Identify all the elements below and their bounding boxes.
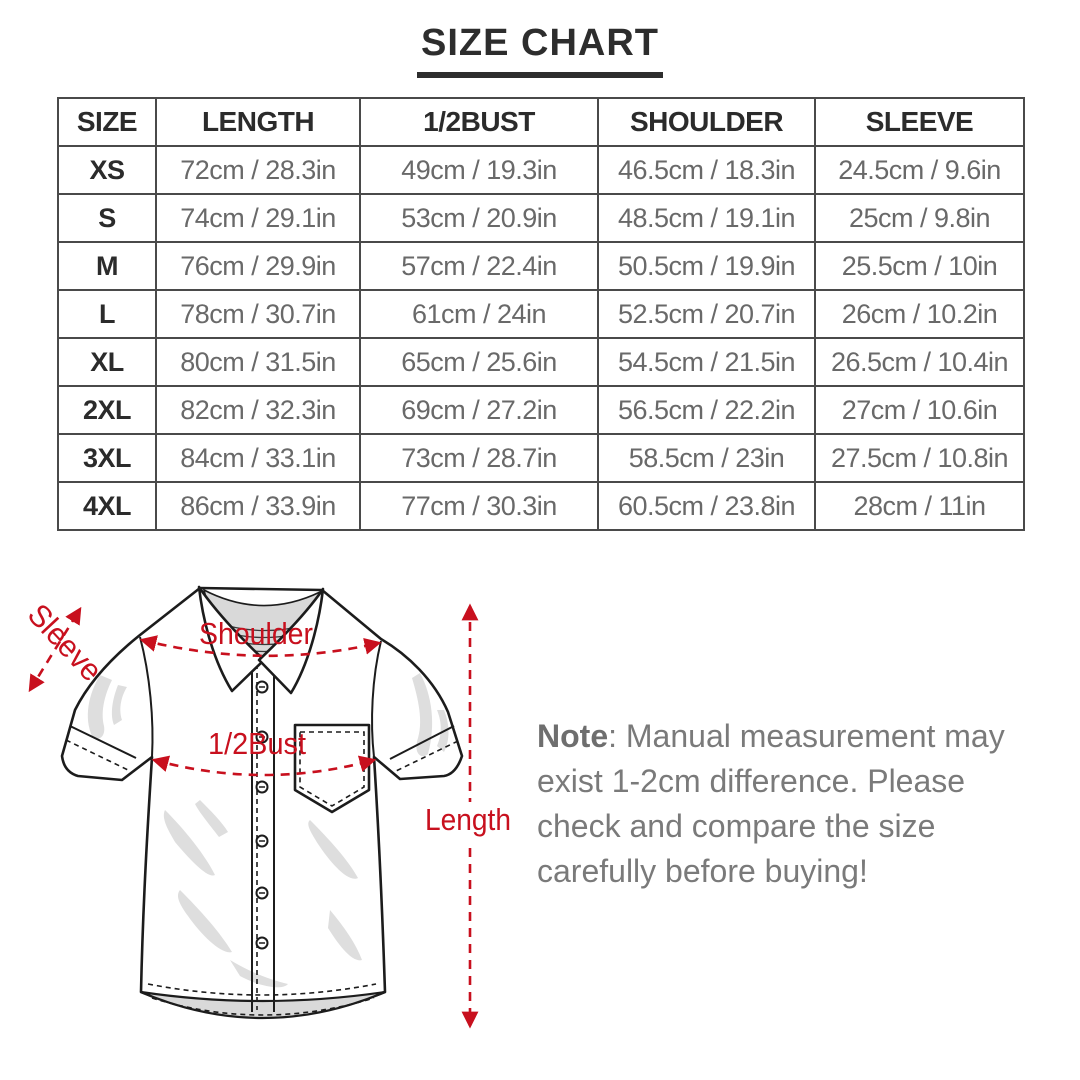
size-label: XL (58, 338, 156, 386)
button (257, 782, 268, 793)
sleeve-value: 26cm / 10.2in (815, 290, 1024, 338)
note-line: exist 1-2cm difference. Please (537, 763, 966, 799)
table-row (58, 290, 1024, 338)
bust-value: 57cm / 22.4in (360, 242, 598, 290)
length-value: 84cm / 33.1in (156, 434, 360, 482)
bust-label: 1/2Bust (208, 726, 307, 761)
sleeve-value: 27.5cm / 10.8in (815, 434, 1024, 482)
bust-value: 65cm / 25.6in (360, 338, 598, 386)
shirt-illustration (62, 587, 462, 1018)
shoulder-value: 46.5cm / 18.3in (598, 146, 815, 194)
column-header-shoulder: SHOULDER (598, 98, 815, 146)
table-row (58, 146, 1024, 194)
shoulder-value: 52.5cm / 20.7in (598, 290, 815, 338)
size-label: XS (58, 146, 156, 194)
size-label: S (58, 194, 156, 242)
shoulder-label: Shoulder (199, 616, 313, 651)
table-header-row (58, 98, 1024, 146)
length-label: Length (425, 802, 511, 837)
note-line: Note: Manual measurement may (537, 718, 1005, 754)
column-header-length: LENGTH (156, 98, 360, 146)
bust-value: 73cm / 28.7in (360, 434, 598, 482)
length-value: 74cm / 29.1in (156, 194, 360, 242)
bust-value: 61cm / 24in (360, 290, 598, 338)
shoulder-value: 60.5cm / 23.8in (598, 482, 815, 530)
length-value: 78cm / 30.7in (156, 290, 360, 338)
bust-value: 53cm / 20.9in (360, 194, 598, 242)
length-value: 82cm / 32.3in (156, 386, 360, 434)
bust-value: 49cm / 19.3in (360, 146, 598, 194)
shoulder-value: 54.5cm / 21.5in (598, 338, 815, 386)
size-label: 4XL (58, 482, 156, 530)
button (257, 888, 268, 899)
table-row (58, 434, 1024, 482)
sleeve-value: 28cm / 11in (815, 482, 1024, 530)
table-row (58, 242, 1024, 290)
sleeve-value: 25.5cm / 10in (815, 242, 1024, 290)
note-line: check and compare the size (537, 808, 936, 844)
shoulder-value: 58.5cm / 23in (598, 434, 815, 482)
length-value: 80cm / 31.5in (156, 338, 360, 386)
sleeve-value: 25cm / 9.8in (815, 194, 1024, 242)
size-label: M (58, 242, 156, 290)
note-label: Note (537, 718, 609, 754)
length-value: 86cm / 33.9in (156, 482, 360, 530)
column-header-sleeve: SLEEVE (815, 98, 1024, 146)
size-label: 3XL (58, 434, 156, 482)
length-value: 76cm / 29.9in (156, 242, 360, 290)
page-title-wrap (0, 22, 1080, 78)
bust-value: 69cm / 27.2in (360, 386, 598, 434)
shoulder-value: 50.5cm / 19.9in (598, 242, 815, 290)
size-table (57, 97, 1025, 531)
table-row (58, 482, 1024, 530)
shoulder-value: 56.5cm / 22.2in (598, 386, 815, 434)
note-line: carefully before buying! (537, 853, 868, 889)
size-label: 2XL (58, 386, 156, 434)
shirt-measurement-diagram (0, 560, 540, 1080)
button (257, 938, 268, 949)
page-title: SIZE CHART (417, 22, 663, 78)
length-value: 72cm / 28.3in (156, 146, 360, 194)
button (257, 682, 268, 693)
sleeve-value: 24.5cm / 9.6in (815, 146, 1024, 194)
size-label: L (58, 290, 156, 338)
column-header-size: SIZE (58, 98, 156, 146)
table-row (58, 194, 1024, 242)
table-row (58, 338, 1024, 386)
table-row (58, 386, 1024, 434)
measurement-note (537, 714, 1037, 894)
column-header-bust: 1/2BUST (360, 98, 598, 146)
sleeve-value: 27cm / 10.6in (815, 386, 1024, 434)
button (257, 836, 268, 847)
shoulder-value: 48.5cm / 19.1in (598, 194, 815, 242)
sleeve-value: 26.5cm / 10.4in (815, 338, 1024, 386)
bust-value: 77cm / 30.3in (360, 482, 598, 530)
sleeve-label: Sleeve (20, 596, 112, 691)
